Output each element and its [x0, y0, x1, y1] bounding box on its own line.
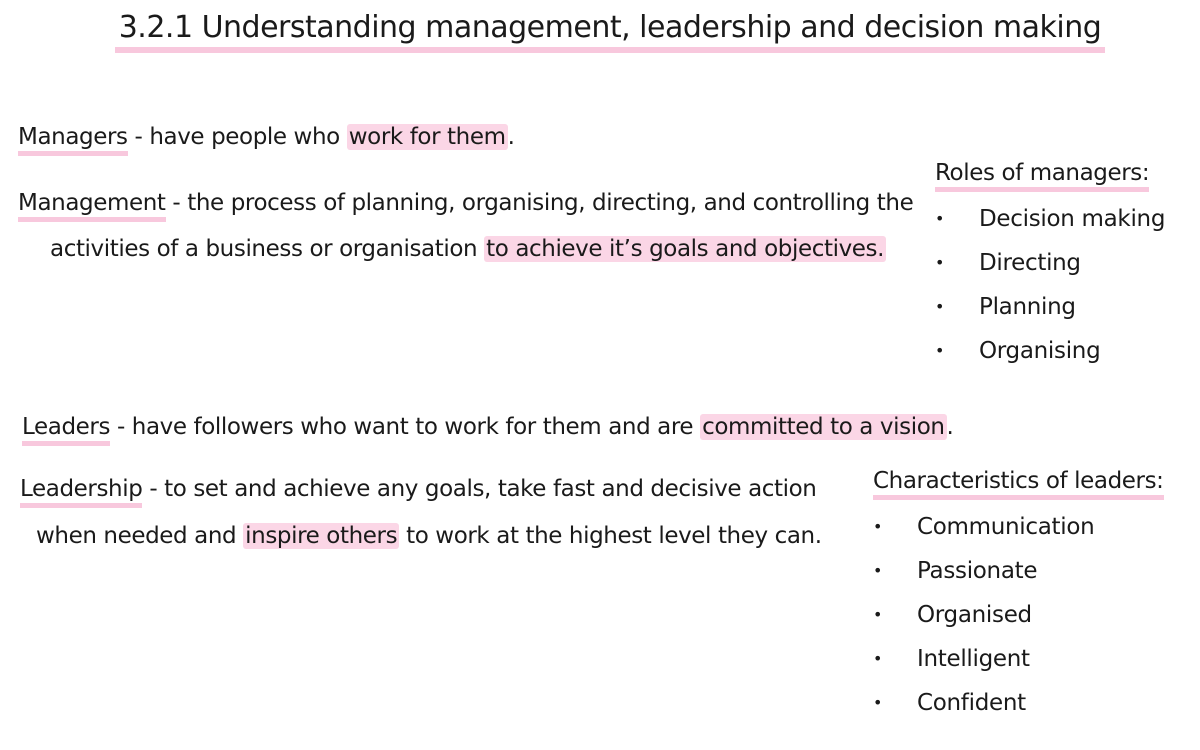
leadership-text-line1: - to set and achieve any goals, take fast and decisive action: [142, 476, 817, 502]
roles-heading-text: Roles of managers:: [935, 160, 1149, 192]
list-item: • Passionate: [873, 549, 1094, 593]
management-definition-line2: [50, 236, 886, 262]
list-item: • Organising: [935, 329, 1165, 373]
page-title: [0, 10, 1200, 45]
managers-term: Managers: [18, 124, 128, 156]
leadership-definition-line2: [36, 523, 822, 549]
list-item: • Directing: [935, 241, 1165, 285]
management-text-line2: activities of a business or organisation: [50, 236, 485, 262]
list-item: • Planning: [935, 285, 1165, 329]
leadership-text-line2-end: to work at the highest level they can.: [399, 523, 822, 549]
roles-heading: [935, 160, 1149, 186]
management-term: Management: [18, 190, 166, 222]
management-highlight: to achieve it’s goals and objectives.: [486, 236, 885, 262]
characteristics-list: [873, 505, 1094, 725]
leaders-definition: [22, 414, 953, 440]
roles-list: [935, 197, 1165, 373]
page-title-text: 3.2.1 Understanding management, leadership and decision making: [115, 10, 1106, 53]
managers-text-end: .: [507, 124, 515, 150]
leadership-text-line2: when needed and: [36, 523, 244, 549]
leaders-text: - have followers who want to work for them and are: [110, 414, 701, 440]
management-text-line1: - the process of planning, organising, directing, and controlling the: [165, 190, 914, 216]
leadership-definition-line1: [20, 476, 816, 502]
managers-text: - have people who: [127, 124, 347, 150]
leadership-highlight: inspire others: [245, 523, 398, 549]
characteristics-heading: [873, 468, 1164, 494]
list-item: • Intelligent: [873, 637, 1094, 681]
leaders-highlight: committed to a vision: [702, 414, 945, 440]
managers-highlight: work for them: [348, 124, 506, 150]
list-item: • Organised: [873, 593, 1094, 637]
leadership-term: Leadership: [20, 476, 142, 508]
characteristics-heading-text: Characteristics of leaders:: [873, 468, 1164, 500]
leaders-text-end: .: [946, 414, 954, 440]
management-definition-line1: [18, 190, 913, 216]
list-item: • Decision making: [935, 197, 1165, 241]
leaders-term: Leaders: [22, 414, 110, 446]
list-item: • Communication: [873, 505, 1094, 549]
list-item: • Confident: [873, 681, 1094, 725]
managers-definition: [18, 124, 515, 150]
